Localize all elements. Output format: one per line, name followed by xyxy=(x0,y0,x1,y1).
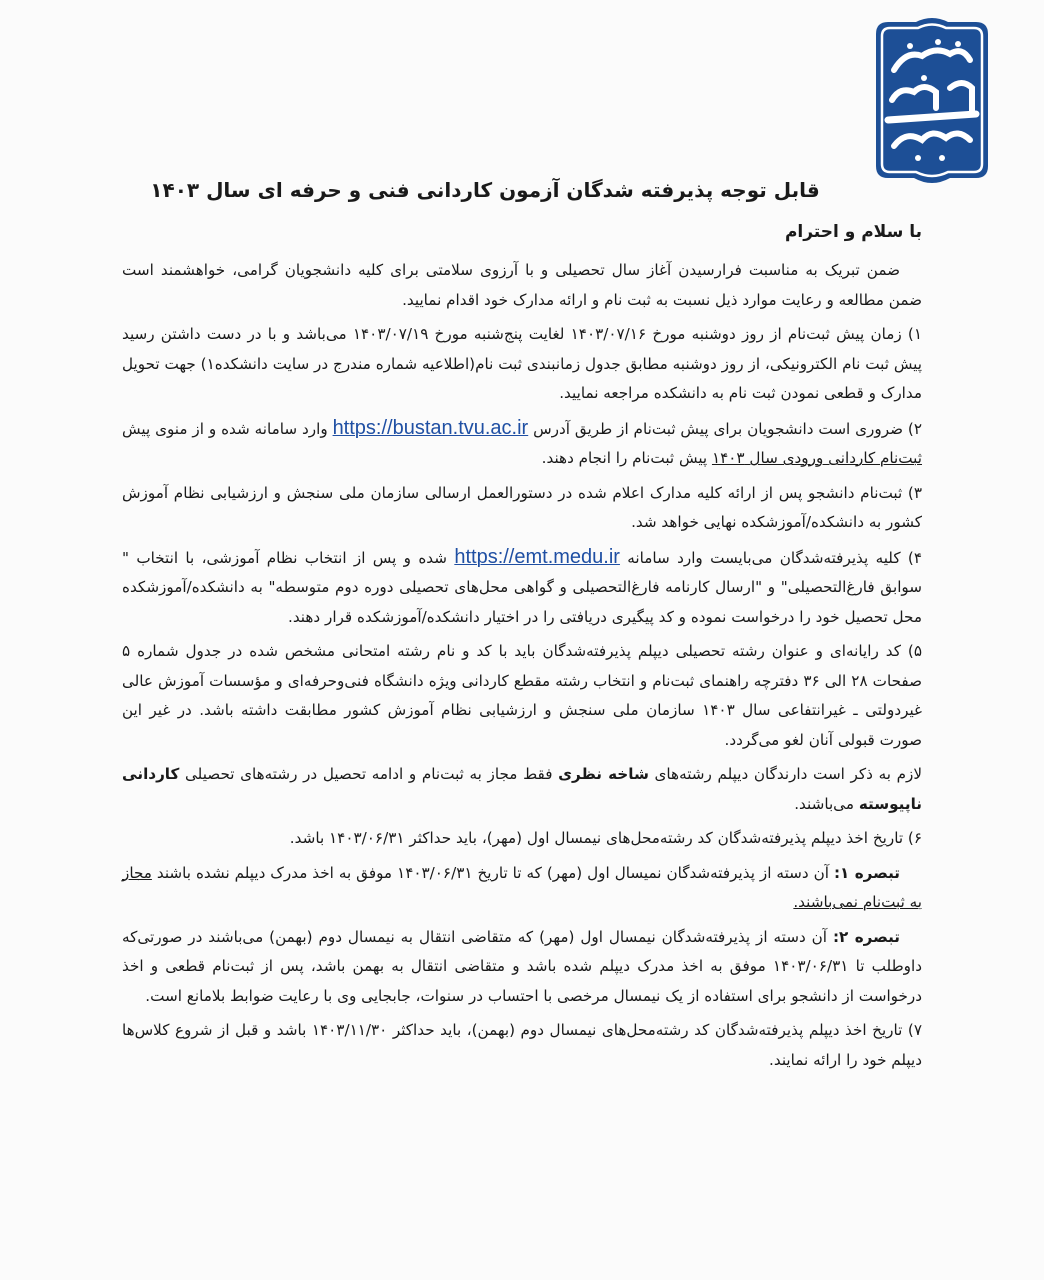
item-2-underlined-menu: ثبت‌نام کاردانی ورودی سال ۱۴۰۳ xyxy=(711,449,922,467)
note-5-bold-degree: کاردانی ناپیوسته xyxy=(122,765,922,813)
item-2-text-middle: وارد سامانه شده و از منوی پیش xyxy=(122,419,333,438)
note-2-paragraph xyxy=(122,923,922,1012)
item-1-paragraph: ۱) زمان پیش ثبت‌نام از روز دوشنبه مورخ ۱۴۰۳/۰۷/۱۶ لغایت پنج‌شنبه مورخ ۱۴۰۳/۰۷/۱۹ می‌باشد و با در دست داشتن رسید پیش ثبت نام الکترونیکی، از روز دوشنبه مطابق جدول زمانبندی ثبت نام(اطلاعیه شماره مندرج در سایت دانشکده۱) جهت تحویل مدارک و قطعی نمودن ثبت نام به دانشکده مراجعه نمایید. xyxy=(122,325,922,402)
note-1-label: تبصره ۱: xyxy=(833,863,900,882)
item-4-paragraph xyxy=(122,543,922,633)
note-2-text: آن دسته از پذیرفته‌شدگان نیمسال اول (مهر) که متقاضی انتقال به نیمسال دوم (بهمن) می‌باشند در صورتی‌که داوطلب تا ۱۴۰۳/۰۶/۳۱ موفق به اخذ مدرک دیپلم شده باشد و متقاضی انتقال به بهمن باشد، پس از ثبت‌نام قطعی و اخذ درخواست از دانشجو برای استفاده از یک نیمسال مرخصی با احتساب در سنوات، جابجایی وی با رعایت ضوابط بلامانع است. xyxy=(122,927,922,1005)
note-2-label: تبصره ۲: xyxy=(832,927,900,946)
item-6-paragraph: ۶) تاریخ اخذ دیپلم پذیرفته‌شدگان کد رشته‌محل‌های نیمسال اول (مهر)، باید حداکثر ۱۴۰۳/۰۶/۳۱ باشد. xyxy=(289,829,922,847)
note-5-text-middle: فقط مجاز به ثبت‌نام و ادامه تحصیل در رشته‌های تحصیلی xyxy=(179,765,559,783)
item-7-paragraph: ۷) تاریخ اخذ دیپلم پذیرفته‌شدگان کد رشته‌محل‌های نیمسال دوم (بهمن)، باید حداکثر ۱۴۰۳/۱۱/۳۰ باشد و قبل از شروع کلاس‌ها دیپلم خود را ارائه نمایند. xyxy=(122,1021,922,1069)
emt-portal-link[interactable]: https://emt.medu.ir xyxy=(454,545,620,568)
item-5-note-paragraph xyxy=(122,760,922,819)
intro-paragraph: ضمن تبریک به مناسبت فرارسیدن آغاز سال تحصیلی و با آرزوی سلامتی برای کلیه دانشجویان گرامی، خواهشمند است ضمن مطالعه و رعایت موارد ذیل نسبت به ثبت نام و ارائه مدارک خود اقدام نمایید. xyxy=(122,261,922,309)
note-5-bold-branch: شاخه نظری xyxy=(558,765,649,783)
item-4-text-before: ۴) کلیه پذیرفته‌شدگان می‌بایست وارد سامانه xyxy=(619,548,922,567)
bustan-portal-link[interactable]: https://bustan.tvu.ac.ir xyxy=(332,416,529,439)
item-2-text-before: ۲) ضروری است دانشجویان برای پیش ثبت‌نام از طریق آدرس xyxy=(528,419,922,438)
document-title: قابل توجه پذیرفته شدگان آزمون کاردانی فنی و حرفه ای سال ۱۴۰۳ xyxy=(150,178,820,202)
note-1-underlined: مجاز به ثبت‌نام نمی‌باشند. xyxy=(122,863,922,911)
item-2-paragraph xyxy=(122,414,922,474)
item-4-text-after: شده و پس از انتخاب نظام آموزشی، با انتخاب " سوابق فارغ‌التحصیلی" و "ارسال کارنامه فارغ‌التحصیلی و گواهی محل‌های تحصیلی دوره دوم متوسطه" به دانشکده/آموزشکده محل تحصیل خود را درخواست نموده و کد پیگیری دریافتی را در اختیار دانشکده/آموزشکده قرار دهند. xyxy=(122,548,922,626)
university-logo xyxy=(866,16,998,188)
note-5-text-after: می‌باشند. xyxy=(794,794,859,813)
item-3-paragraph: ۳) ثبت‌نام دانشجو پس از ارائه کلیه مدارک اعلام شده در دستورالعمل ارسالی سازمان ملی سنجش و ارزشیابی نظام آموزش کشور به دانشکده/آموزشکده نهایی خواهد شد. xyxy=(122,483,922,531)
item-2-text-after: پیش ثبت‌نام را انجام دهند. xyxy=(541,449,712,467)
note-5-text-before: لازم به ذکر است دارندگان دیپلم رشته‌های xyxy=(648,765,922,783)
document-body xyxy=(122,256,922,1080)
logo-emblem-icon xyxy=(866,16,998,188)
salutation: با سلام و احترام xyxy=(784,222,922,242)
item-5-paragraph: ۵) کد رایانه‌ای و عنوان رشته تحصیلی دیپلم پذیرفته‌شدگان باید با کد و نام رشته امتحانی مشخص شده در جدول شماره ۵ صفحات ۲۸ الی ۳۶ دفترچه راهنمای ثبت‌نام و انتخاب رشته مقطع کاردانی ویژه دانشگاه فنی‌وحرفه‌ای و مؤسسات آموزش عالی غیردولتی ـ غیرانتفاعی سال ۱۴۰۳ سازمان ملی سنجش و ارزشیابی نظام آموزش کشور مطابقت داشته باشد. در غیر این صورت قبولی آنان لغو می‌گردد. xyxy=(122,642,922,749)
note-1-text: آن دسته از پذیرفته‌شدگان نمیسال اول (مهر) که تا تاریخ ۱۴۰۳/۰۶/۳۱ موفق به اخذ مدرک دیپلم نشده باشند xyxy=(151,863,834,882)
note-1-paragraph xyxy=(122,859,922,918)
